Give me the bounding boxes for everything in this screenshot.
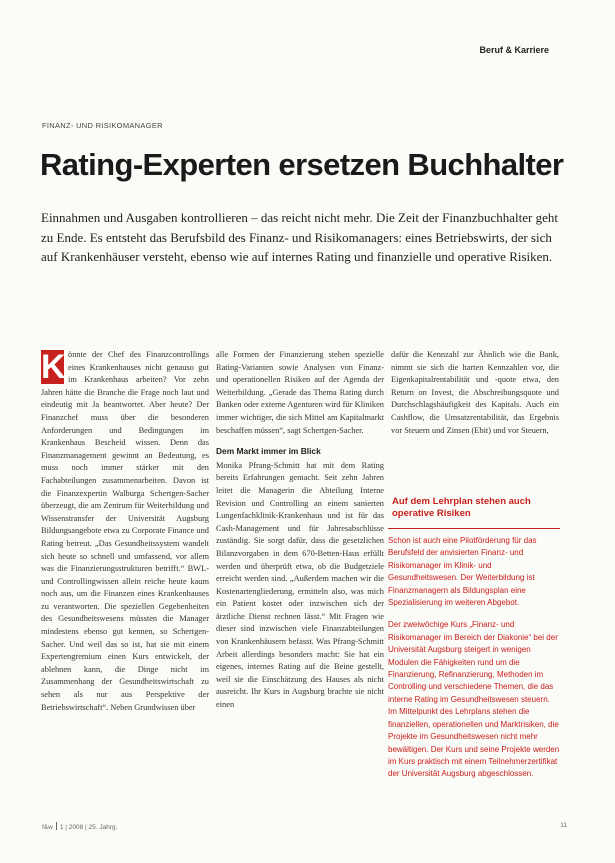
article-subhead: Dem Markt immer im Blick [216, 446, 321, 457]
article-kicker: FINANZ- UND RISIKOMANAGER [42, 121, 163, 130]
article-headline: Rating-Experten ersetzen Buchhalter [40, 147, 564, 182]
column-3-text: dafür die Kennzahl zur Ähnlich wie die Bank, nimmt sie sich die harten Kennzahlen vor, die Eigenkapitalrentabilität und -quote etwa, den Return on Invest, die Abschreibungsquote und Durchschlagshäufigkeit des Kapitals. Auch ein Cashflow, die Umsatzrentabilität, das Ergebnis vor Steuern und Zinsen (Ebit) und vor Steuern, [391, 350, 559, 435]
article-column-1 [41, 349, 209, 714]
column-1-text: önnte der Chef des Finanzcontrollings eines Krankenhauses nicht genauso gut im Krankenhaus arbeiten? Vor zehn Jahren hätte die Branche die Frage noch laut und eindeutig mit Ja beantwortet. Aber heute? Der Finanzchef muss über die besonderen Anforderungen und Bedingungen im Krankenhaus Bescheid wissen. Denn das Finanzmanagement gewinnt an Bedeutung, es muss noch immer stärker mit den Fachabteilungen zusammenarbeiten. Davon ist die Finanzexpertin Walburga Schertgen-Sacher überzeugt, die am Zentrum für Weiterbildung und Wissenstransfer der Universität Augsburg Bildungsangebote etwa zu Corporate Finance und Rating betreut. „Das Gesundheitssystem wandelt sich heute so schnell und umfassend, vor allem was die Finanzierungsstrukturen betrifft.“ BWL- und Controllingwissen allein reiche heute kaum noch aus, um die Finanzen eines Krankenhauses zu verantworten. Die speziellen Gegebenheiten des Gesundheitswesens müssten die Manager mindestens ebenso gut kennen, so Schertgen-Sacher. Und weil das so ist, hat sie mit einem Expertengremium einen Kurs entwickelt, der ablehnen kann, die Dinge nicht im Zusammenhang der Gesundheitswirtschaft zu sehen als nur aus Perspektive der Betriebswirtschaft“. Neben Grundwissen über [41, 350, 209, 712]
page-footer [42, 822, 117, 831]
column-2-text-b: Monika Pfrang-Schmitt hat mit dem Rating bereits Erfahrungen gemacht. Seit zehn Jahren leitet die Managerin die Abteilung Interne Revision und Controlling an einem sanierten Lungenfachklinik-Krankenhaus und ist für das Cash-Management und für Jahresabschlüsse zuständig. Sie sorgt dafür, dass die gesetzlichen Bilanzvorgaben in dem 670-Betten-Haus erfüllt werden und überprüft etwa, ob die Budgetziele erreicht werden sind. „Außerdem machen wir die Kostenartengliederung, ermitteln also, was mich ein Patient kostet oder inzwischen sich der ärztliche Dienst rechnen lässt.“ Mit Fragen wie dieser sind inzwischen viele Finanzabteilungen von Krankenhäusern befasst. Was Pfrang-Schmitt Arbeit allerdings besonders macht: Sie hat ein eigenes, internes Rating auf die Beine gestellt, weil sie die Einschätzung des Hauses als nicht ausreicht. Ihr Kurs in Augsburg brachte sie nicht einen [216, 460, 384, 710]
article-column-3 [391, 349, 559, 437]
section-label: Beruf & Karriere [479, 45, 549, 55]
footer-issue: 1 | 2008 | 25. Jahrg. [59, 824, 118, 831]
footer-brand: f&w [42, 824, 53, 831]
article-lead: Einnahmen und Ausgaben kontrollieren – das reicht nicht mehr. Die Zeit der Finanzbuchhalter geht zu Ende. Es entsteht das Berufsbild des Finanz- und Risikomanagers: eines Betriebswirts, der sich auf Krankenhäuser versteht, ebenso wie auf internes Rating und finanzielle und operative Risiken. [41, 210, 558, 264]
sidebar-divider [388, 528, 560, 529]
sidebar-paragraph-2: Der zweiwöchige Kurs „Finanz- und Risikomanager im Bereich der Diakonie“ bei der Universität Augsburg steigert in wenigen Modulen die Fähigkeiten rund um die Finanzierung, Refinanzierung, Methoden im Controlling und verschiedene Themen, die das interne Rating im Gesundheitswesen steuern. Im Mittelpunkt des Lehrplans stehen die finanziellen, operationellen und Marktrisiken, die Projekte im Gesundheitswesen nicht mehr bewältigen. Der Kurs und seine Projekte werden im Kurs praktisch mit einem Teilnehmerzertifikat der Universität Augsburg abgeschlossen. [388, 620, 560, 779]
sidebar-title: Auf dem Lehrplan stehen auch operative Risiken [392, 496, 531, 519]
article-column-2 [216, 349, 384, 712]
sidebar-paragraph-1: Schon ist auch eine Pilotförderung für das Berufsfeld der anvisierten Finanz- und Risikomanager im Klinik- und Gesundheitswesen. Der Weiterbildung ist Finanzmanagern als Bildungsplan eine Spezialisierung im weiteren Abgebot. [388, 536, 537, 608]
column-2-text: alle Formen der Finanzierung stehen spezielle Rating-Varianten sowie Analysen von Finanz- und operationellen Risiken auf der Agenda der Weiterbildung. „Gerade das Thema Rating durch Banken oder externe Agenturen wird für Kliniken immer wichtiger, die sich Mittel am Kapitalmarkt beschaffen müssen“, sagt Schertgen-Sacher. [216, 350, 384, 435]
drop-cap: K [41, 348, 66, 386]
sidebar-box [388, 496, 560, 791]
footer-separator [56, 822, 57, 830]
page-number: 11 [560, 822, 567, 829]
